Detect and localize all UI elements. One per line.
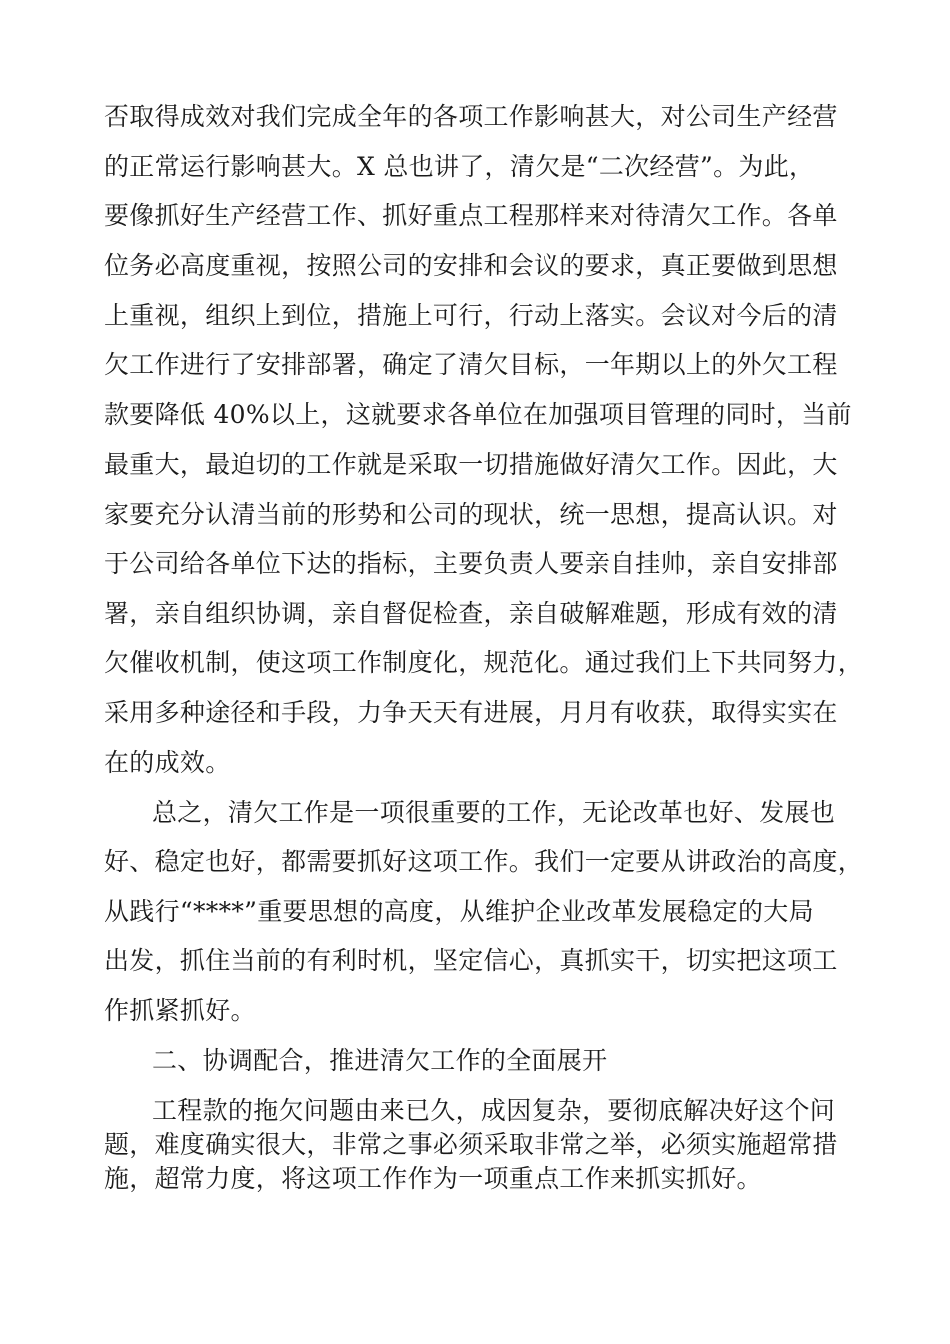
text-line: 从践行“****”重要思想的高度，从维护企业改革发展稳定的大局 [104,897,814,926]
text-line: 上重视，组织上到位，措施上可行，行动上落实。会议对今后的清 [104,301,838,330]
text-line: 题，难度确实很大，非常之事必须采取非常之举，必须实施超常措 [104,1130,838,1159]
text-line: 署，亲自组织协调，亲自督促检查，亲自破解难题，形成有效的清 [104,599,838,628]
text-line: 工程款的拖欠问题由来已久，成因复杂，要彻底解决好这个问 [152,1096,836,1125]
text-line: 否取得成效对我们完成全年的各项工作影响甚大，对公司生产经营 [104,102,838,131]
text-line: 款要降低 40%以上，这就要求各单位在加强项目管理的同时，当前 [104,400,852,429]
text-line: 最重大，最迫切的工作就是采取一切措施做好清欠工作。因此，大 [104,450,838,479]
text-line: 总之，清欠工作是一项很重要的工作，无论改革也好、发展也 [152,798,836,827]
text-line: 家要充分认清当前的形势和公司的现状，统一思想，提高认识。对 [104,500,838,529]
text-line: 于公司给各单位下达的指标，主要负责人要亲自挂帅，亲自安排部 [104,549,838,578]
text-line: 的正常运行影响甚大。X 总也讲了，清欠是“二次经营”。为此， [104,152,815,181]
text-line: 好、稳定也好，都需要抓好这项工作。我们一定要从讲政治的高度， [104,847,864,876]
section-heading: 二、协调配合，推进清欠工作的全面展开 [152,1046,608,1075]
text-line: 作抓紧抓好。 [104,996,256,1025]
text-line: 在的成效。 [104,748,231,777]
text-line: 出发，抓住当前的有利时机，坚定信心，真抓实干，切实把这项工 [104,946,838,975]
text-line: 施，超常力度，将这项工作作为一项重点工作来抓实抓好。 [104,1164,762,1193]
text-line: 位务必高度重视，按照公司的安排和会议的要求，真正要做到思想 [104,251,838,280]
text-line: 采用多种途径和手段，力争天天有进展，月月有收获，取得实实在 [104,698,838,727]
text-line: 欠工作进行了安排部署，确定了清欠目标，一年期以上的外欠工程 [104,350,838,379]
text-line: 欠催收机制，使这项工作制度化，规范化。通过我们上下共同努力， [104,648,864,677]
text-line: 要像抓好生产经营工作、抓好重点工程那样来对待清欠工作。各单 [104,201,838,230]
